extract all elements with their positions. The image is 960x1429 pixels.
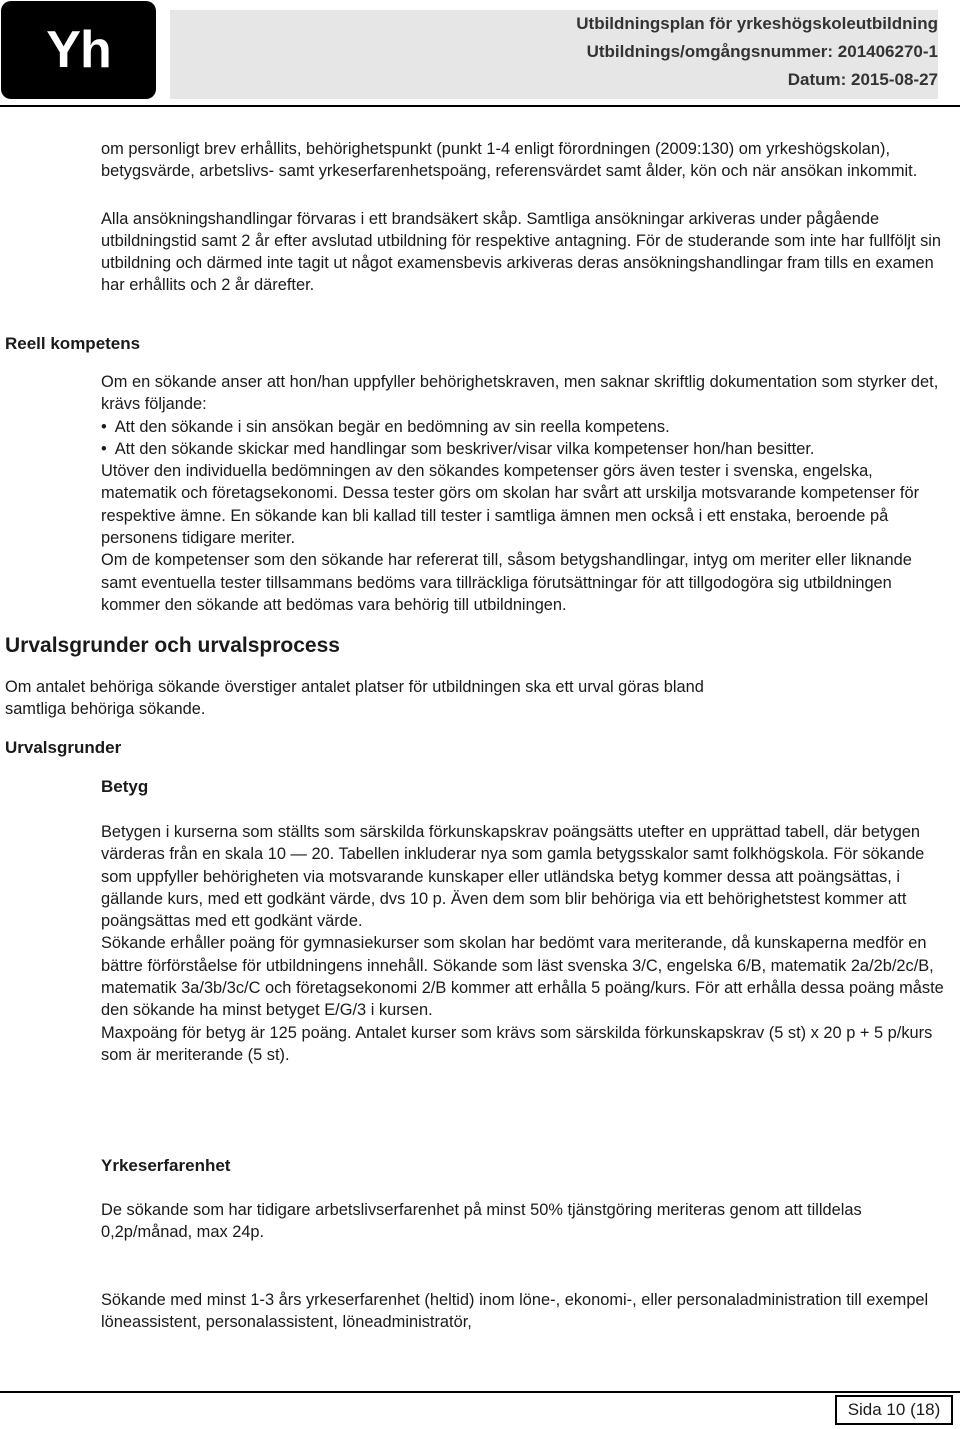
reell-section — [101, 371, 951, 616]
intro-section — [101, 138, 951, 297]
footer-divider — [0, 1391, 960, 1393]
intro-paragraph-2: Alla ansökningshandlingar förvaras i ett brandsäkert skåp. Samtliga ansökningar arkiveras under pågående utbildningstid samt 2 år efter avslutad utbildning för respektive antagning. För de studerande som inte har fullföljt sin utbildning och därmed inte tagit ut något examensbevis arkiveras deras ansökningshandlingar fram tills en examen har erhållits och 2 år därefter. — [101, 209, 942, 295]
yrkeserfarenhet-paragraph-1: De sökande som har tidigare arbetslivserfarenhet på minst 50% tjänstgöring meriteras genom att tilldelas 0,2p/månad, max 24p. — [101, 1201, 862, 1242]
urval-heading: Urvalsgrunder och urvalsprocess — [5, 634, 340, 657]
betyg-paragraph-3: Maxpoäng för betyg är 125 poäng. Antalet kurser som krävs som särskilda förkunskapskrav (5 st) x 20 p + 5 p/kurs som är meriterande (5 st). — [101, 1023, 933, 1064]
reell-paragraph-1: Om en sökande anser att hon/han uppfyller behörighetskraven, men saknar skriftlig dokumentation som styrker det, krävs följande: — [101, 373, 939, 414]
intro-paragraph-1: om personligt brev erhållits, behörighetspunkt (punkt 1-4 enligt förordningen (2009:130) om yrkeshögskolan), betygsvärde, arbetslivs- samt yrkeserfarenhetspoäng, referensvärdet samt ålder, kön och när ansökan inkommit. — [101, 140, 918, 181]
document-title: Utbildningsplan för yrkeshögskoleutbildning — [576, 14, 938, 33]
reell-kompetens-label: Reell kompetens — [5, 334, 141, 353]
document-date: Datum: 2015-08-27 — [787, 70, 938, 89]
betyg-heading: Betyg — [101, 777, 149, 796]
document-header — [170, 10, 938, 99]
reell-bullet-1: • Att den sökande i sin ansökan begär en bedömning av sin reella kompetens. — [101, 416, 951, 438]
reell-bullet-2: • Att den sökande skickar med handlingar som beskriver/visar vilka kompetenser hon/han besitter. — [101, 438, 951, 460]
betyg-paragraph-1: Betygen i kurserna som ställts som särskilda förkunskapskrav poängsätts utefter en upprättad tabell, där betygen värderas från en skala 10 — 20. Tabellen inkluderar nya som gamla betygsskalor samt folkhögskola. För sökande som uppfyller behörigheten via motsvarande kunskaper eller utländska betyg kommer dessa att poängsättas, i gällande kurs, med ett godkänt värde, dvs 10 p. Även dem som blir behöriga via ett behörighetstest kommer att poängsättas med ett godkänt värde. — [101, 823, 925, 931]
document-number: Utbildnings/omgångsnummer: 201406270-1 — [586, 42, 938, 61]
page-number: Sida 10 (18) — [835, 1395, 953, 1425]
header-divider — [0, 105, 960, 107]
urvalsgrunder-label: Urvalsgrunder — [5, 738, 122, 757]
yrkeserfarenhet-heading: Yrkeserfarenhet — [101, 1156, 231, 1175]
reell-paragraph-3: Om de kompetenser som den sökande har refererat till, såsom betygshandlingar, intyg om meriter eller liknande samt eventuella tester tillsammans bedöms vara tillräckliga förutsättningar för att tillgodogöra sig utbildningen kommer den sökande att bedömas vara behörig till utbildningen. — [101, 551, 912, 614]
urval-intro: Om antalet behöriga sökande överstiger antalet platser för utbildningen ska ett urval göras bland samtliga behöriga sökande. — [5, 678, 704, 719]
betyg-section — [101, 821, 956, 1066]
yh-logo: Yh — [1, 1, 156, 99]
reell-paragraph-2: Utöver den individuella bedömningen av den sökandes kompetenser görs även tester i svenska, engelska, matematik och företagsekonomi. Dessa tester görs om skolan har svårt att urskilja motsvarande kompetenser för respektive ämne. En sökande kan bli kallad till tester i samtliga ämnen men också i ett enstaka, beroende på personens tidigare meriter. — [101, 462, 920, 548]
betyg-paragraph-2: Sökande erhåller poäng för gymnasiekurser som skolan har bedömt vara meriterande, då kunskaperna medför en bättre förförståelse för utbildningens innehåll. Sökande som läst svenska 3/C, engelska 6/B, matematik 2a/2b/2c/B, matematik 3a/3b/3c/C och företagsekonomi 2/B kommer att erhålla 5 poäng/kurs. För att erhålla dessa poäng måste den sökande ha minst betyget E/G/3 i kursen. — [101, 934, 944, 1020]
yrkeserfarenhet-paragraph-2: Sökande med minst 1-3 års yrkeserfarenhet (heltid) inom löne-, ekonomi-, eller personaladministration till exempel löneassistent, personalassistent, löneadministratör, — [101, 1291, 929, 1332]
